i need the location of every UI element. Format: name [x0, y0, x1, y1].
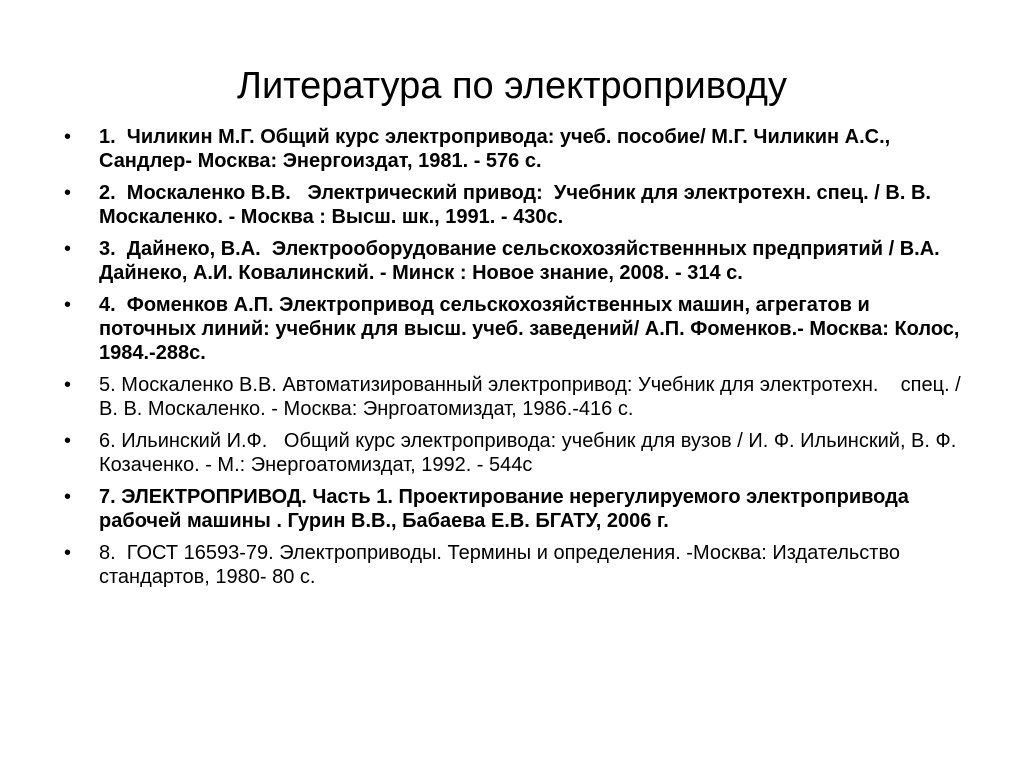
reference-text: 1. Чиликин М.Г. Общий курс электропривода: учеб. пособие/ М.Г. Чиликин А.С., Сандлер- Москва: Энергоиздат, 1981. - 576 с. [99, 126, 896, 172]
slide-title: Литература по электроприводу [237, 65, 787, 107]
list-item [64, 429, 964, 477]
reference-text: 6. Ильинский И.Ф. Общий курс электропривода: учебник для вузов / И. Ф. Ильинский, В. Ф. Козаченко. - М.: Энергоатомиздат, 1992. - 544с [99, 430, 962, 476]
reference-list [64, 125, 967, 597]
list-item [64, 125, 964, 173]
bullet-icon: • [64, 542, 72, 564]
bullet-icon: • [64, 182, 72, 204]
list-item [64, 181, 964, 229]
bullet-icon: • [64, 430, 72, 452]
bullet-icon: • [64, 126, 72, 148]
bullet-icon: • [64, 374, 72, 396]
reference-text: 8. ГОСТ 16593-79. Электроприводы. Термины и определения. -Москва: Издательство стандартов, 1980- 80 с. [99, 542, 906, 588]
reference-text: 5. Москаленко В.В. Автоматизированный электропривод: Учебник для электротехн. спец. / В. В. Москаленко. - Москва: Энргоатомиздат, 1986.-416 с. [99, 374, 967, 420]
reference-text: 4. Фоменков А.П. Электропривод сельскохозяйственных машин, агрегатов и поточных линий: учебник для высш. учеб. заведений/ А.П. Фоменков.- Москва: Колос, 1984.-288с. [99, 294, 966, 364]
bullet-icon: • [64, 486, 72, 508]
reference-text: 7. ЭЛЕКТРОПРИВОД. Часть 1. Проектирование нерегулируемого электропривода рабочей машины . Гурин В.В., Бабаева Е.В. БГАТУ, 2006 г. [99, 486, 915, 532]
list-item [64, 373, 967, 421]
list-item [64, 485, 964, 533]
list-item [64, 541, 964, 589]
list-item [64, 293, 964, 365]
list-item [64, 237, 964, 285]
reference-text: 3. Дайнеко, В.А. Электрооборудование сельскохозяйственнных предприятий / В.А. Дайнеко, А.И. Ковалинский. - Минск : Новое знание, 2008. - 314 с. [99, 238, 946, 284]
reference-text: 2. Москаленко В.В. Электрический привод: Учебник для электротехн. спец. / В. В. Москаленко. - Москва : Высш. шк., 1991. - 430с. [99, 182, 937, 228]
bullet-icon: • [64, 294, 72, 316]
bullet-icon: • [64, 238, 72, 260]
